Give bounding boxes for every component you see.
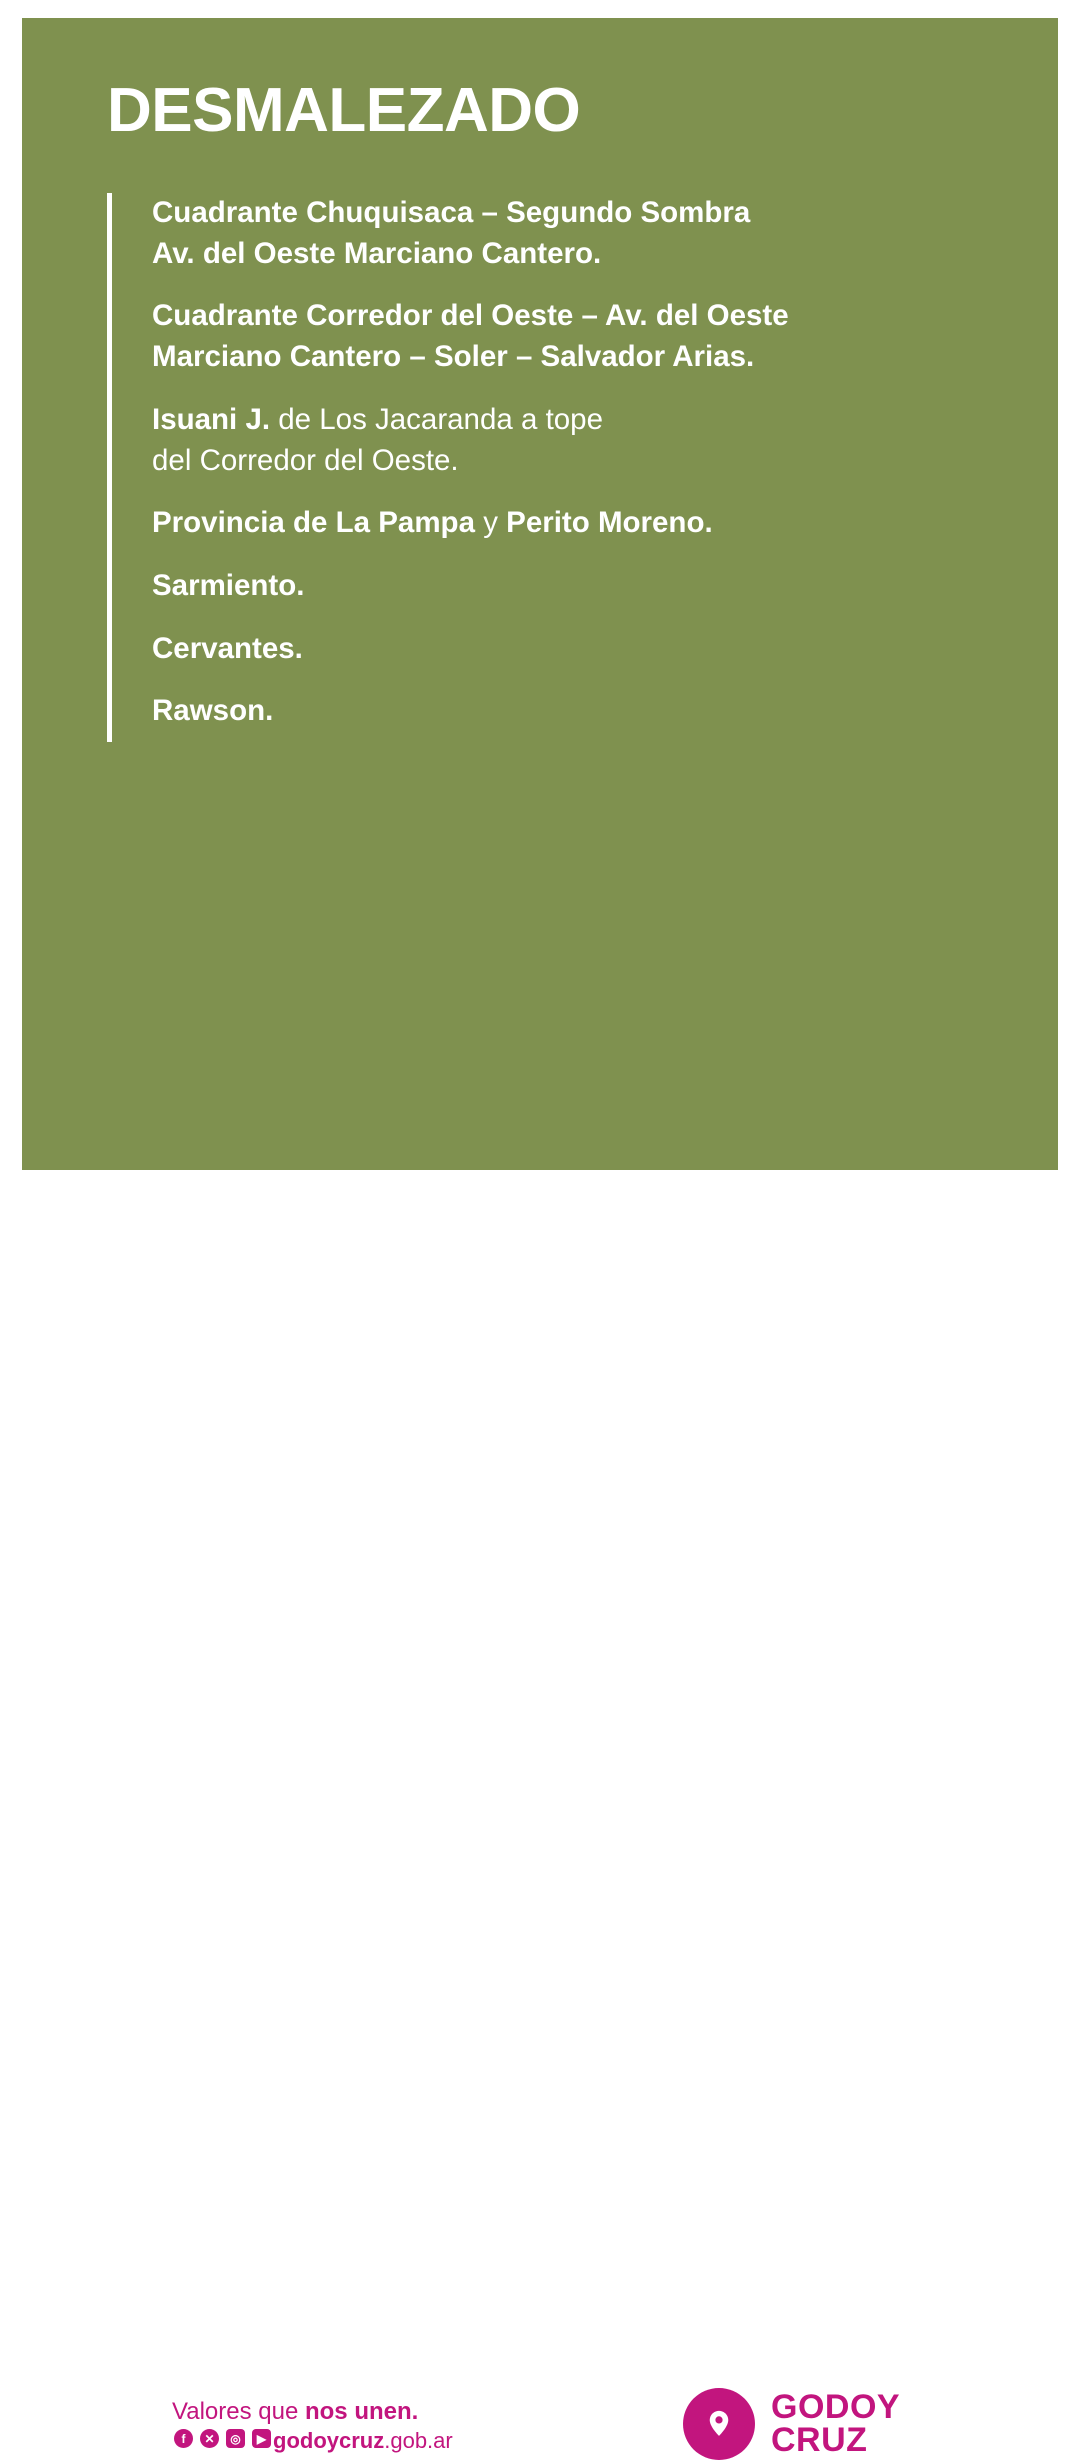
list-item-street: Provincia de La Pampa [152, 506, 475, 540]
list-item-detail: de Los Jacaranda a tope [270, 402, 603, 436]
list-item [152, 503, 987, 544]
x-twitter-icon[interactable]: ✕ [200, 2429, 219, 2448]
list-item-line: Cervantes. [152, 631, 303, 665]
green-content-panel [22, 18, 1058, 1170]
list-item-conjunction: y [475, 506, 507, 540]
slogan-bold: nos unen. [304, 2398, 419, 2425]
list-item [152, 193, 987, 274]
logo-mark [683, 2388, 755, 2460]
list-item [152, 566, 987, 607]
list-item-line: Av. del Oeste Marciano Cantero. [152, 236, 602, 270]
youtube-icon[interactable]: ▶ [252, 2429, 271, 2448]
instagram-icon[interactable]: ◎ [226, 2429, 245, 2448]
facebook-icon[interactable]: f [174, 2429, 193, 2448]
list-item-line: Marciano Cantero – Soler – Salvador Arias. [152, 340, 755, 374]
list-item [152, 629, 987, 670]
list-item [152, 296, 987, 377]
logo-line-1: GODOY [771, 2387, 901, 2426]
godoy-cruz-logo [683, 2388, 900, 2460]
slogan-light: Valores que [172, 2398, 305, 2425]
website-domain: .gob.ar [384, 2428, 453, 2453]
slogan [172, 2398, 418, 2426]
list-item-line: Cuadrante Corredor del Oeste – Av. del Oeste [152, 299, 789, 333]
list-item-street: Isuani J. [152, 402, 271, 436]
task-list [107, 193, 987, 742]
logo-line-2: CRUZ [771, 2421, 868, 2459]
map-pin-icon [704, 2408, 734, 2438]
website-name: godoycruz [273, 2428, 385, 2453]
list-item-line: Cuadrante Chuquisaca – Segundo Sombra [152, 196, 751, 229]
website-link[interactable] [273, 2428, 453, 2454]
list-item-line: Sarmiento. [152, 568, 305, 602]
list-item-detail: del Corredor del Oeste. [152, 443, 459, 477]
list-item [152, 400, 987, 481]
social-links[interactable] [174, 2429, 271, 2448]
list-item-street: Perito Moreno. [506, 506, 713, 540]
list-item [152, 691, 987, 732]
footer [0, 1170, 1080, 2459]
page-title: DESMALEZADO [107, 76, 581, 145]
logo-text [771, 2387, 901, 2459]
list-item-line: Rawson. [152, 694, 274, 728]
